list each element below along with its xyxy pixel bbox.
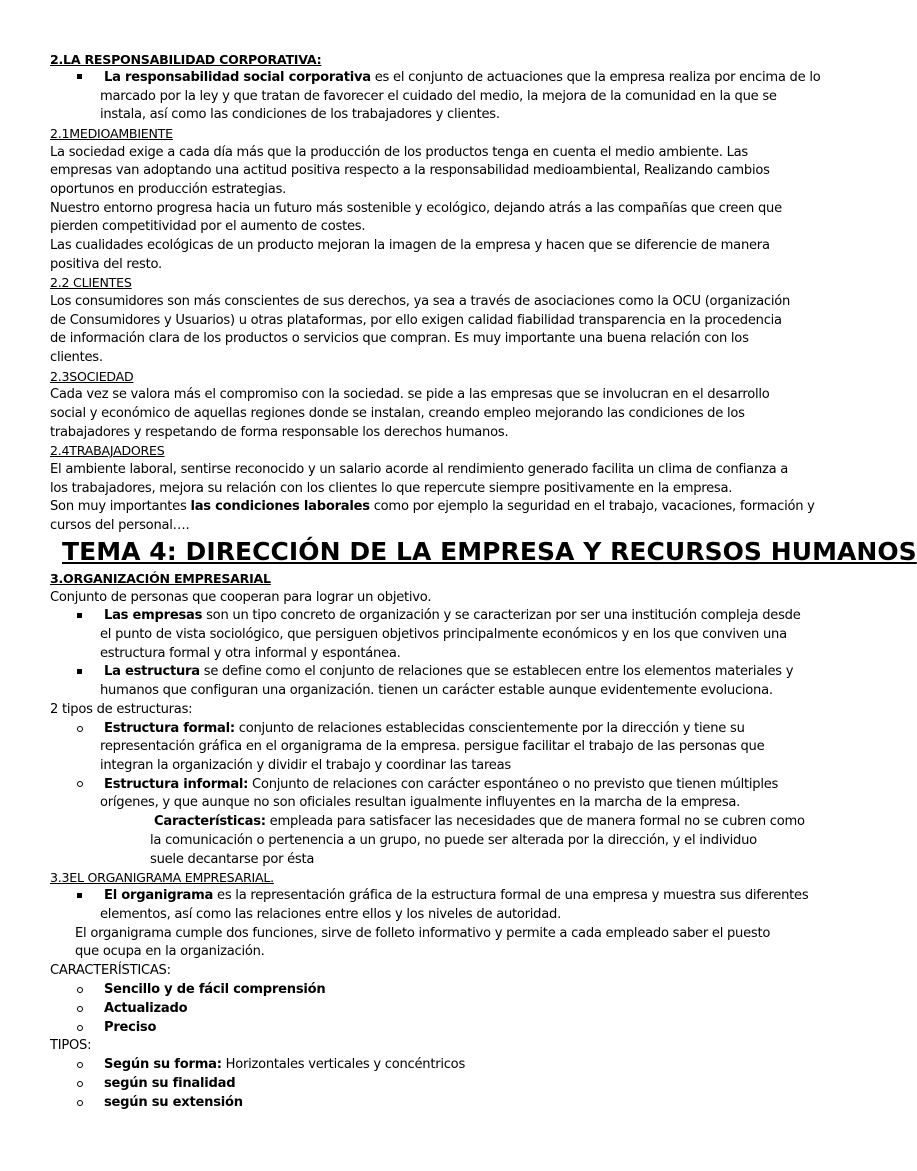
square-bullet-icon <box>77 893 82 898</box>
paragraph-line: marcado por la ley y que tratan de favorecer el cuidado del medio, la mejora de la comunidad en la que se <box>100 89 777 104</box>
bold-term: La estructura <box>104 664 200 679</box>
circle-bullet-icon <box>77 726 83 732</box>
paragraph-line: oportunos en producción estrategias. <box>50 182 287 197</box>
section-heading-organizacion: 3.ORGANIZACIÓN EMPRESARIAL <box>50 571 271 586</box>
paragraph-line: 2 tipos de estructuras: <box>50 702 193 717</box>
square-bullet-icon <box>77 613 82 618</box>
paragraph-line: positiva del resto. <box>50 257 162 272</box>
paragraph-line: representación gráfica en el organigrama de la empresa. persigue facilitar el trabajo de las personas que <box>100 739 765 754</box>
paragraph-line: cursos del personal…. <box>50 518 190 533</box>
circle-bullet-icon <box>77 987 83 993</box>
paragraph-line <box>104 720 745 738</box>
paragraph-line: elementos, así como las relaciones entre ellos y los niveles de autoridad. <box>100 907 561 922</box>
list-item <box>104 1056 465 1074</box>
chapter-title: TEMA 4: DIRECCIÓN DE LA EMPRESA Y RECURSOS HUMANOS <box>62 537 917 566</box>
section-heading-responsabilidad: 2.LA RESPONSABILIDAD CORPORATIVA: <box>50 52 322 67</box>
circle-bullet-icon <box>77 1081 83 1087</box>
paragraph-line <box>104 607 801 625</box>
bold-term: El organigrama <box>104 888 214 903</box>
paragraph-line: clientes. <box>50 350 103 365</box>
text-run: son un tipo concreto de organización y se caracterizan por ser una institución compleja desde <box>202 608 801 623</box>
square-bullet-icon <box>77 74 82 79</box>
paragraph-line: Cada vez se valora más el compromiso con la sociedad. se pide a las empresas que se involucran en el desarrollo <box>50 387 770 402</box>
bold-term: Estructura informal: <box>104 777 249 792</box>
paragraph-line: suele decantarse por ésta <box>150 852 315 867</box>
paragraph-line <box>104 663 793 681</box>
paragraph-line: pierden competitividad por el aumento de costes. <box>50 219 366 234</box>
paragraph-line: instala, así como las condiciones de los trabajadores y clientes. <box>100 107 500 122</box>
list-label-tipos: TIPOS: <box>50 1038 92 1053</box>
paragraph-line <box>104 69 820 87</box>
paragraph-line <box>50 498 815 516</box>
text-run: Conjunto de relaciones con carácter espontáneo o no previsto que tienen múltiples <box>248 777 779 792</box>
list-item: Sencillo y de fácil comprensión <box>104 982 326 997</box>
text-run: Son muy importantes <box>50 499 191 514</box>
bold-term: Estructura formal: <box>104 721 235 736</box>
paragraph-line: que ocupa en la organización. <box>75 944 265 959</box>
paragraph-line: orígenes, y que aunque no son oficiales resultan igualmente influyentes en la marcha de la empresa. <box>100 795 741 810</box>
text-run: empleada para satisfacer las necesidades que de manera formal no se cubren como <box>265 814 805 829</box>
paragraph-line: Conjunto de personas que cooperan para lograr un objetivo. <box>50 590 432 605</box>
circle-bullet-icon <box>77 1006 83 1012</box>
text-run: Horizontales verticales y concéntricos <box>221 1057 466 1072</box>
text-run: conjunto de relaciones establecidas conscientemente por la dirección y tiene su <box>234 721 745 736</box>
paragraph-line: empresas van adoptando una actitud positiva respecto a la responsabilidad medioambiental, Realizando cambios <box>50 163 770 178</box>
paragraph-line: trabajadores y respetando de forma responsable los derechos humanos. <box>50 425 509 440</box>
subsection-heading-organigrama: 3.3EL ORGANIGRAMA EMPRESARIAL. <box>50 870 274 885</box>
subsection-heading-medioambiente: 2.1MEDIOAMBIENTE <box>50 126 173 141</box>
text-run: como por ejemplo la seguridad en el trabajo, vacaciones, formación y <box>369 499 815 514</box>
paragraph-line: Nuestro entorno progresa hacia un futuro más sostenible y ecológico, dejando atrás a las compañías que creen que <box>50 201 782 216</box>
subsection-heading-trabajadores: 2.4TRABAJADORES <box>50 443 165 458</box>
list-label-caracteristicas: CARACTERÍSTICAS: <box>50 963 171 978</box>
paragraph-line: Las cualidades ecológicas de un producto mejoran la imagen de la empresa y hacen que se diferencie de manera <box>50 238 770 253</box>
bold-term: La responsabilidad social corporativa <box>104 70 371 85</box>
list-item: Actualizado <box>104 1001 188 1016</box>
paragraph-line: El ambiente laboral, sentirse reconocido y un salario acorde al rendimiento generado facilita un clima de confianza a <box>50 462 789 477</box>
bold-term: Las empresas <box>104 608 203 623</box>
paragraph-line: de Consumidores y Usuarios) u otras plataformas, por ello exigen calidad fiabilidad transparencia en la procedencia <box>50 313 782 328</box>
paragraph-line: integran la organización y dividir el trabajo y coordinar las tareas <box>100 758 511 773</box>
paragraph-line <box>154 813 805 831</box>
subsection-heading-clientes: 2.2 CLIENTES <box>50 275 132 290</box>
paragraph-line: la comunicación o pertenencia a un grupo, no puede ser alterada por la dirección, y el individuo <box>150 833 757 848</box>
circle-bullet-icon <box>77 781 83 787</box>
bold-term: Según su forma: <box>104 1057 222 1072</box>
circle-bullet-icon <box>77 1025 83 1031</box>
text-run: es el conjunto de actuaciones que la empresa realiza por encima de lo <box>370 70 821 85</box>
circle-bullet-icon <box>77 1100 83 1106</box>
paragraph-line: Los consumidores son más conscientes de sus derechos, ya sea a través de asociaciones como la OCU (organización <box>50 294 791 309</box>
paragraph-line: social y económico de aquellas regiones donde se instalan, creando empleo mejorando las condiciones de los <box>50 406 745 421</box>
paragraph-line: los trabajadores, mejora su relación con los clientes lo que repercute siempre positivamente en la empresa. <box>50 481 733 496</box>
bold-term: Características: <box>154 814 266 829</box>
text-run: es la representación gráfica de la estructura formal de una empresa y muestra sus diferentes <box>213 888 809 903</box>
paragraph-line: La sociedad exige a cada día más que la producción de los productos tenga en cuenta el medio ambiente. Las <box>50 145 748 160</box>
list-item: Preciso <box>104 1020 157 1035</box>
subsection-heading-sociedad: 2.3SOCIEDAD <box>50 369 134 384</box>
paragraph-line: El organigrama cumple dos funciones, sirve de folleto informativo y permite a cada empleado saber el puesto <box>75 926 771 941</box>
list-item: según su finalidad <box>104 1076 236 1091</box>
square-bullet-icon <box>77 669 82 674</box>
paragraph-line: de información clara de los productos o servicios que compran. Es muy importante una buena relación con los <box>50 331 749 346</box>
list-item: según su extensión <box>104 1095 243 1110</box>
circle-bullet-icon <box>77 1062 83 1068</box>
text-run: se define como el conjunto de relaciones que se establecen entre los elementos materiales y <box>199 664 794 679</box>
paragraph-line <box>104 887 808 905</box>
paragraph-line: estructura formal y otra informal y espontánea. <box>100 646 401 661</box>
paragraph-line: humanos que configuran una organización. tienen un carácter estable aunque evidentemente evoluciona. <box>100 683 773 698</box>
bold-term: las condiciones laborales <box>190 499 370 514</box>
paragraph-line: el punto de vista sociológico, que persiguen objetivos principalmente económicos y en los que conviven una <box>100 627 787 642</box>
paragraph-line <box>104 776 778 794</box>
